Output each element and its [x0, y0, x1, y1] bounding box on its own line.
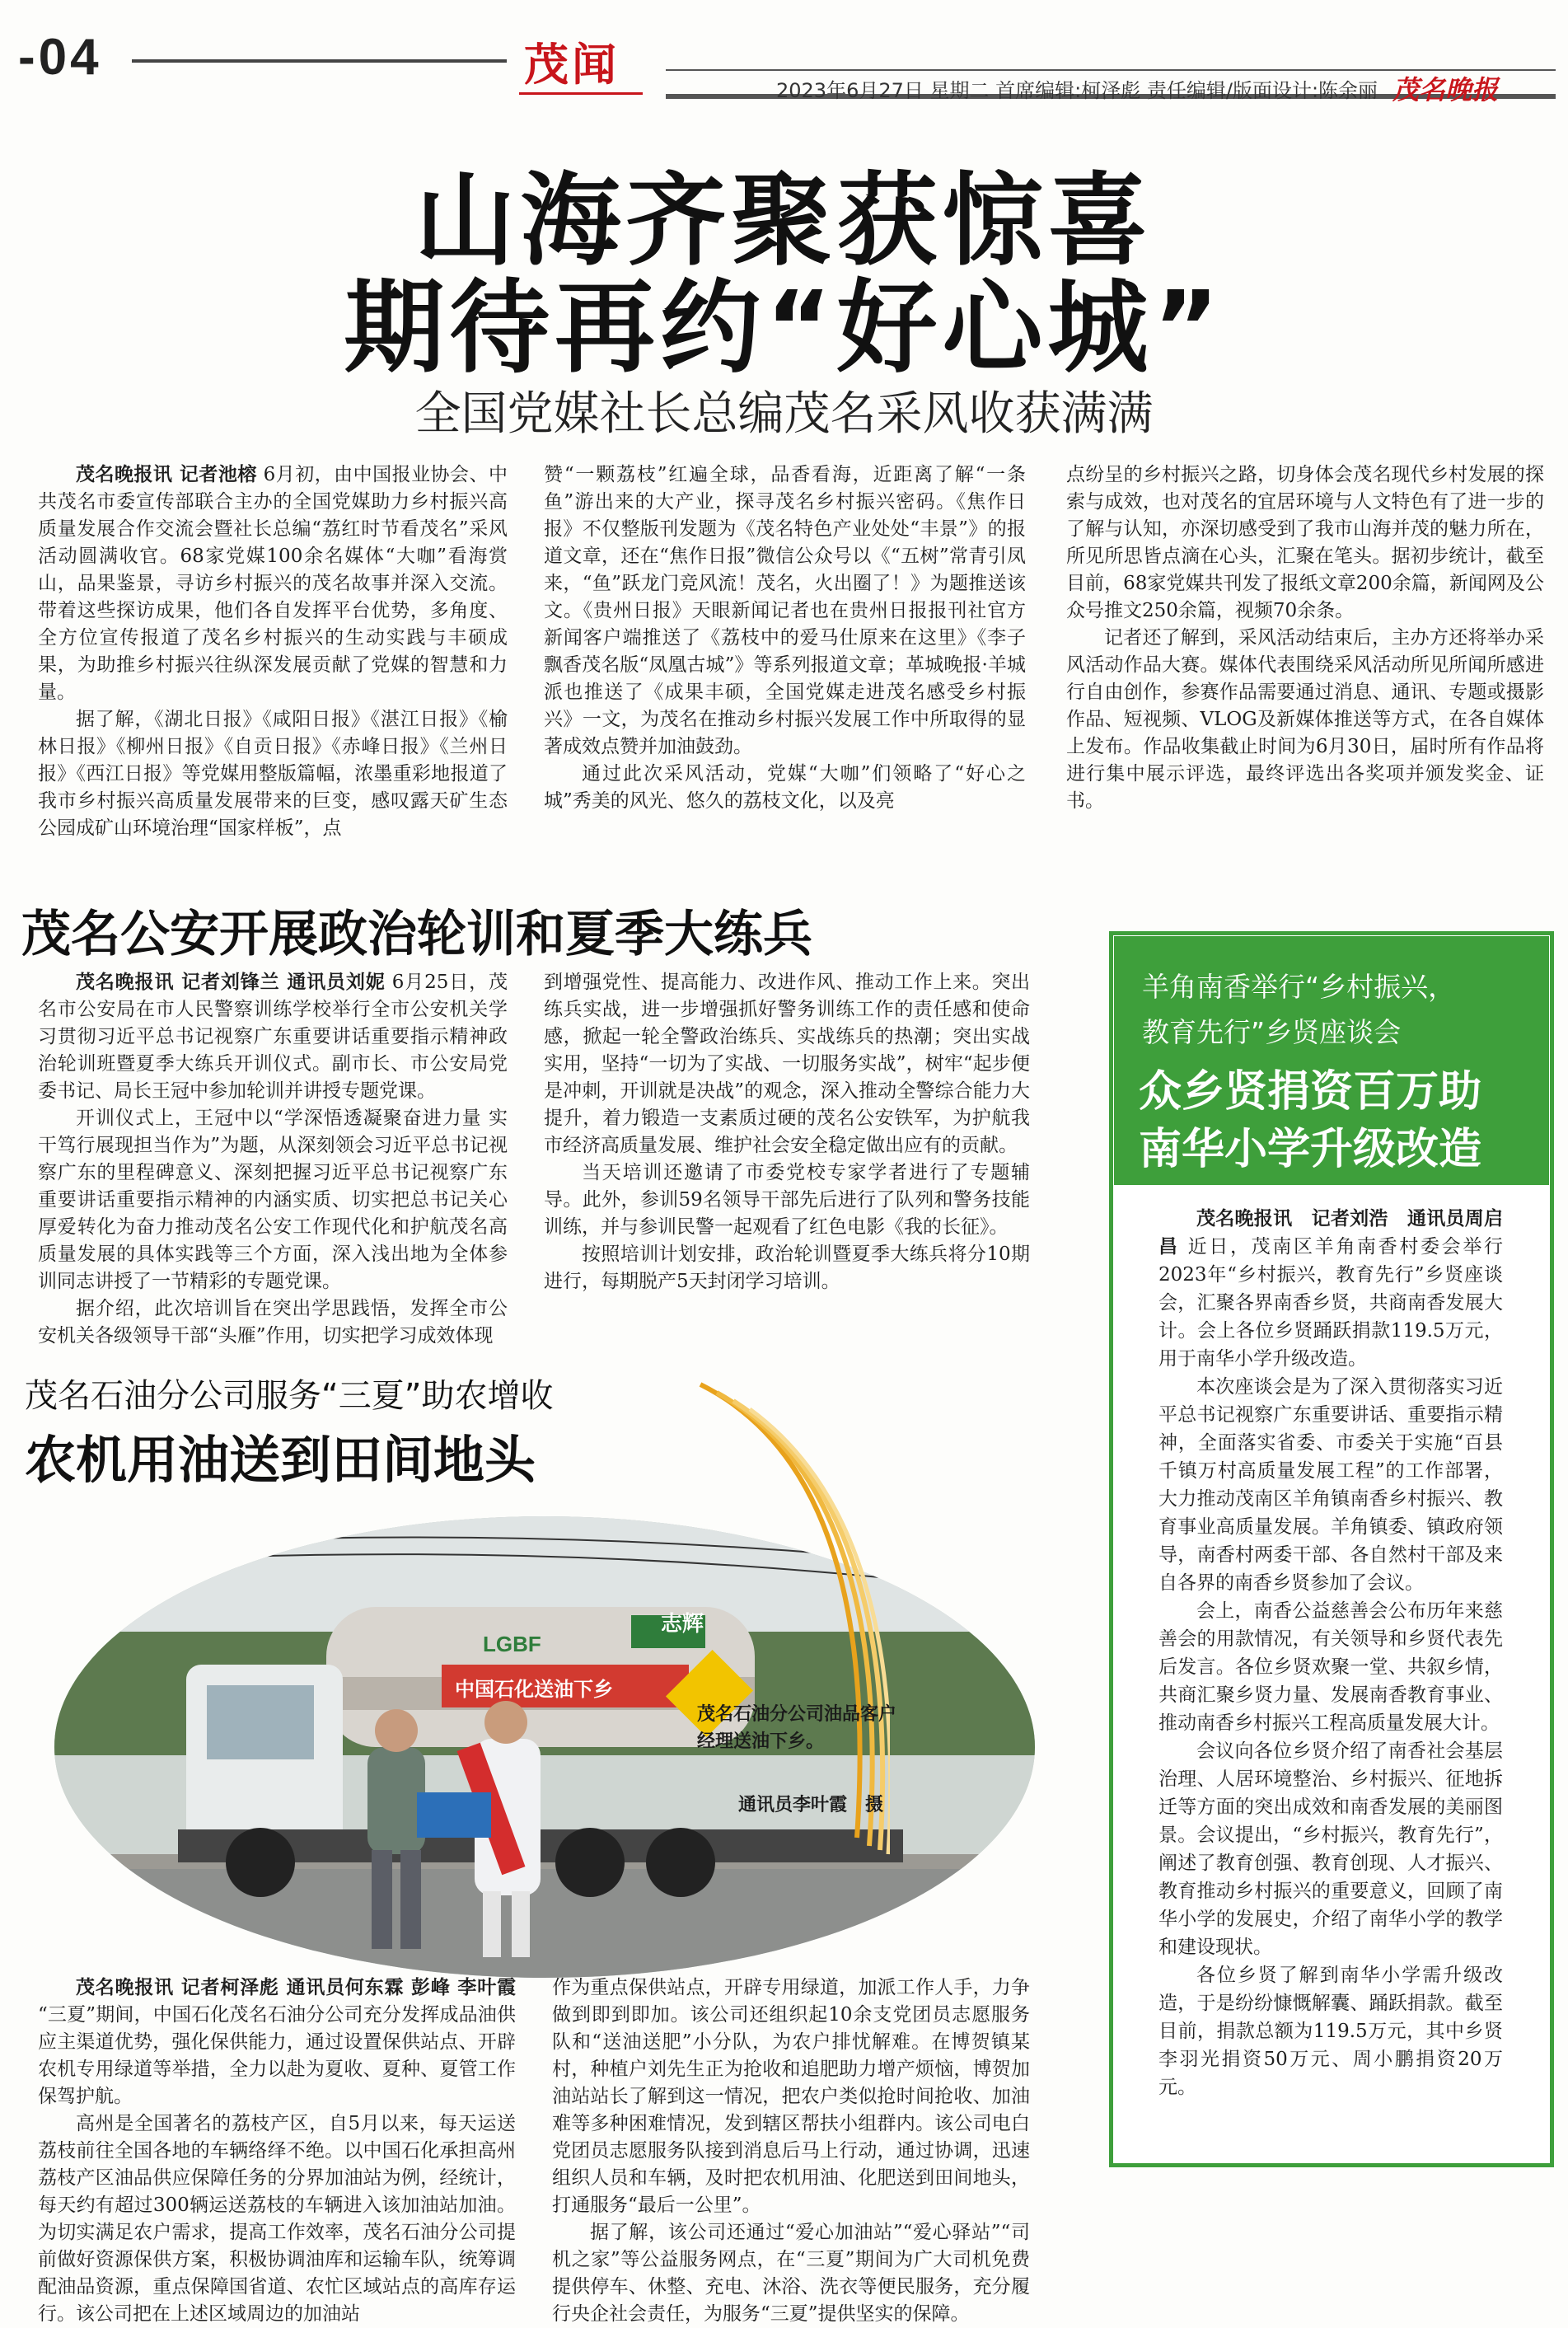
photo-credit: 通讯员李叶霞 摄: [738, 1795, 884, 1815]
brand-logo: 茂名晚报: [1392, 74, 1499, 105]
header-rule: [132, 59, 507, 63]
page-number: -04: [18, 29, 102, 86]
truck-sign-company: 志辉: [661, 1612, 704, 1637]
story3-paragraph: 作为重点保供站点，开辟专用绿道，加派工作人手，力争做到即到即加。该公司还组织起10余支党团员志愿服务队和“送油送肥”小分队，为农户排忧解难。在博贺镇某村，种植户刘先生正为抢收和追肥助力增产烦恼，博贺加油站站长了解到这一情况，把农户类似抢时间抢收、加油难等多种困难情况，发到辖区帮扶小组群内。该公司电白党团员志愿服务队接到消息后马上行动，通过协调，迅速组织人员和车辆，及时把农机用油、化肥送到田间地头，打通服务“最后一公里”。: [552, 1977, 1030, 2216]
story2-byline: 茂名晚报讯 记者刘锋兰 通讯员刘妮: [76, 972, 386, 993]
sidebar-paragraph: 各位乡贤了解到南华小学需升级改造，于是纷纷慷慨解囊、踊跃捐款。截至目前，捐款总额为119.5万元，其中乡贤李羽光捐资50万元、周小鹏捐资20万元。: [1158, 1965, 1503, 2098]
story3-paragraph: 高州是全国著名的荔枝产区，自5月以来，每天运送荔枝前往全国各地的车辆络绎不绝。以中国石化承担高州荔枝产区油品供应保障任务的分界加油站为例，经统计，每天约有超过300辆运送荔枝的车辆进入该加油站加油。为切实满足农户需求，提高工作效率，茂名石油分公司提前做好资源保供方案，积极协调油库和运输车队，统筹调配油品资源，重点保障国省道、农忙区域站点的高库存运行。该公司把在上述区域周边的加油站: [38, 2113, 516, 2325]
sidebar-body: [1158, 1205, 1503, 2101]
story1-subtitle: 全国党媒社长总编茂名采风收获满满: [414, 387, 1154, 441]
section-underline: [519, 92, 643, 95]
story2-paragraph: 按照培训计划安排，政治轮训暨夏季大练兵将分10期进行，每期脱产5天封闭学习培训。: [544, 1244, 1030, 1292]
story2-title: 茂名公安开展政治轮训和夏季大练兵: [21, 906, 812, 963]
sidebar-paragraph: 会上，南香公益慈善会公布历年来慈善会的用款情况，有关领导和乡贤代表先后发言。各位乡贤欢聚一堂、共叙乡情，共商汇聚乡贤力量、发展南香教育事业、推动南香乡村振兴工程高质量发展大计。: [1158, 1600, 1503, 1734]
story2-paragraph: 6月25日，茂名市公安局在市人民警察训练学校举行全市公安机关学习贯彻习近平总书记视察广东重要讲话重要指示精神政治轮训班暨夏季大练兵开训仪式。副市长、市公安局党委书记、局长王冠中参加轮训并讲授专题党课。: [38, 972, 508, 1102]
sidebar-byline: 茂名晚报讯 记者刘浩 通讯员周启昌: [1158, 1208, 1503, 1258]
story1-title-line1: 山海齐聚获惊喜: [414, 162, 1154, 279]
story3-paragraph: “三夏”期间，中国石化茂名石油分公司充分发挥成品油供应主渠道优势，强化保供能力，通过设置保供站点、开辟农机专用绿道等举措，全力以赴为夏收、夏种、夏管工作保驾护航。: [38, 2004, 516, 2107]
sidebar-title-line: 众乡贤捐资百万助: [1139, 1067, 1482, 1117]
truck-sign-code: LGBF: [483, 1632, 541, 1656]
sidebar-paragraph: 近日，茂南区羊角南香村委会举行2023年“乡村振兴，教育先行”乡贤座谈会，汇聚各界南香乡贤，共商南香发展大计。会上各位乡贤踊跃捐款119.5万元，用于南华小学升级改造。: [1158, 1236, 1504, 1370]
sidebar-kicker: [1142, 964, 1538, 1055]
story1-column-3: [1066, 461, 1544, 815]
story1-paragraph: 通过此次采风活动，党媒“大咖”们领略了“好心之城”秀美的风光、悠久的荔枝文化，以及亮: [544, 763, 1026, 812]
story1-byline: 茂名晚报讯 记者池榕: [76, 464, 257, 485]
story1-paragraph: 记者还了解到，采风活动结束后，主办方还将举办采风活动作品大赛。媒体代表围绕采风活动所见所闻所感进行自由创作，参赛作品需要通过消息、通讯、专题或摄影作品、短视频、VLOG及新媒体推送等方式，在各自媒体上发布。作品收集截止时间为6月30日，届时所有作品将进行集中展示评选，最终评选出各奖项并颁发奖金、证书。: [1066, 627, 1544, 812]
sidebar-kicker-line: 羊角南香举行“乡村振兴，: [1142, 971, 1456, 1003]
story3-byline: 茂名晚报讯 记者柯泽彪 通讯员何东霖 彭峰 李叶霞: [76, 1977, 516, 1998]
sidebar-paragraph: 会议向各位乡贤介绍了南香社会基层治理、人居环境整治、乡村振兴、征地拆迁等方面的突出成效和南香发展的美丽图景。会议提出，“乡村振兴，教育先行”，阐述了教育创强、教育创现、人才振兴、教育推动乡村振兴的重要意义，回顾了南华小学的发展史，介绍了南华小学的教学和建设现状。: [1158, 1740, 1503, 1958]
story1-column-1: [38, 461, 508, 842]
date-line: 2023年6月27日 星期二 首席编辑:柯泽彪 责任编辑/版面设计:陈余丽: [776, 79, 1378, 102]
story1-paragraph: 赞“一颗荔枝”红遍全球，品香看海，近距离了解“一条鱼”游出来的大产业，探寻茂名乡村振兴密码。《焦作日报》不仅整版刊发题为《茂名特色产业处处“丰景”》的报道文章，还在“焦作日报”微信公众号以《“五树”常青引凤来，“鱼”跃龙门竞风流！茂名，火出圈了！》为题推送该文。《贵州日报》天眼新闻记者也在贵州日报报刊社官方新闻客户端推送了《荔枝中的爱马仕原来在这里》《李子飘香茂名版“凤凰古城”》等系列报道文章；革城晚报·羊城派也推送了《成果丰硕，全国党媒走进茂名感受乡村振兴》一文，为茂名在推动乡村振兴发展工作中所取得的显著成效点赞并加油鼓劲。: [544, 464, 1026, 757]
sidebar-title: [1139, 1063, 1534, 1178]
section-name: 茂闻: [524, 39, 620, 91]
story3-kicker: 茂名石油分公司服务“三夏”助农增收: [25, 1377, 554, 1415]
story2-paragraph: 当天培训还邀请了市委党校专家学者进行了专题辅导。此外，参训59名领导干部先后进行了队列和警务技能训练，并与参训民警一起观看了红色电影《我的长征》。: [544, 1162, 1030, 1238]
story2-column-1: [38, 969, 508, 1350]
truck-banner: 中国石化送油下乡: [455, 1678, 613, 1701]
story1-paragraph: 据了解，《湖北日报》《咸阳日报》《湛江日报》《榆林日报》《柳州日报》《自贡日报》《赤峰日报》《兰州日报》《西江日报》等党媒用整版篇幅，浓墨重彩地报道了我市乡村振兴高质量发展带来的巨变，感叹露天矿生态公园成矿山环境治理“国家样板”，点: [38, 709, 508, 839]
story1-paragraph: 点纷呈的乡村振兴之路，切身体会茂名现代乡村发展的探索与成效，也对茂名的宜居环境与人文特色有了进一步的了解与认知，亦深切感受到了我市山海并茂的魅力所在，所见所思皆点滴在心头，汇聚在笔头。据初步统计，截至目前，68家党媒共刊发了报纸文章200余篇，新闻网及公众号推文250余篇，视频70余条。: [1066, 464, 1544, 621]
story3-column-2: [552, 1974, 1030, 2328]
story2-paragraph: 据介绍，此次培训旨在突出学思践悟，发挥全市公安机关各级领导干部“头雁”作用，切实把学习成效体现: [38, 1298, 508, 1347]
sidebar-title-line: 南华小学升级改造: [1139, 1125, 1482, 1174]
story2-paragraph: 到增强党性、提高能力、改进作风、推动工作上来。突出练兵实战，进一步增强抓好警务训练工作的责任感和使命感，掀起一轮全警政治练兵、实战练兵的热潮；突出实战实用，坚持“一切为了实战、一切服务实战”，树牢“起步便是冲刺，开训就是决战”的观念，深入推动全警综合能力大提升，着力锻造一支素质过硬的茂名公安铁军，为护航我市经济高质量发展、维护社会安全稳定做出应有的贡献。: [544, 972, 1030, 1156]
sidebar-kicker-line: 教育先行”乡贤座谈会: [1142, 1016, 1402, 1048]
story3-paragraph: 据了解，该公司还通过“爱心加油站”“爱心驿站”“司机之家”等公益服务网点，在“三夏”期间为广大司机免费提供停车、休整、充电、沐浴、洗衣等便民服务，充分履行央企社会责任，为服务“三夏”提供坚实的保障。: [552, 2222, 1030, 2325]
photo-caption: 茂名石油分公司油品客户经理送油下乡。: [697, 1704, 897, 1752]
story3-title: 农机用油送到田间地头: [25, 1430, 536, 1490]
story1-paragraph: 6月初，由中国报业协会、中共茂名市委宣传部联合主办的全国党媒助力乡村振兴高质量发展合作交流会暨社长总编“荔红时节看茂名”采风活动圆满收官。68家党媒100余名媒体“大咖”看海赏山，品果鉴景，寻访乡村振兴的茂名故事并深入交流。带着这些探访成果，他们各自发挥平台优势，多角度、全方位宣传报道了茂名乡村振兴的生动实践与丰硕成果，为助推乡村振兴往纵深发展贡献了党媒的智慧和力量。: [38, 464, 508, 703]
story1-title-line2: 期待再约“好心城”: [344, 269, 1224, 386]
sidebar-paragraph: 本次座谈会是为了深入贯彻落实习近平总书记视察广东重要讲话、重要指示精神，全面落实省委、市委关于实施“百县千镇万村高质量发展工程”的工作部署，大力推动茂南区羊角镇南香乡村振兴、教育事业高质量发展。羊角镇委、镇政府领导，南香村两委干部、各自然村干部及来自各界的南香乡贤参加了会议。: [1158, 1376, 1503, 1594]
story2-column-2: [544, 969, 1030, 1295]
story1-column-2: [544, 461, 1026, 815]
story2-paragraph: 开训仪式上，王冠中以“学深悟透凝聚奋进力量 实干笃行展现担当作为”为题，从深刻领会习近平总书记视察广东的里程碑意义、深刻把握习近平总书记视察广东重要讲话重要指示精神的内涵实质、切实把总书记关心厚爱转化为奋力推动茂名公安工作现代化和护航茂名高质量发展的具体实践等三个方面，深入浅出地为全体参训同志讲授了一节精彩的专题党课。: [38, 1108, 508, 1292]
story3-column-1: [38, 1974, 516, 2328]
